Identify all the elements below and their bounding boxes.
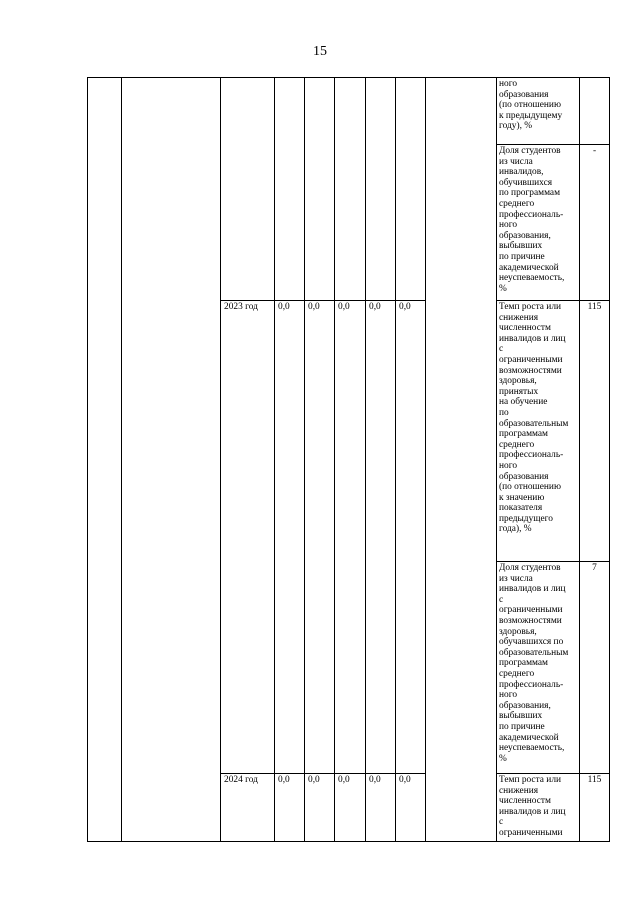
value-cell — [366, 78, 396, 301]
target-cell: 115 — [580, 301, 610, 562]
empty-cell-col9 — [426, 78, 497, 842]
indicator-cell: ного образования (по отношению к предыдущему году), % — [497, 78, 580, 145]
value-cell: 0,0 — [366, 301, 396, 774]
target-cell: 115 — [580, 774, 610, 842]
value-cell: 0,0 — [305, 774, 335, 842]
value-cell — [305, 78, 335, 301]
value-cell — [396, 78, 426, 301]
year-cell: 2024 год — [221, 774, 275, 842]
target-cell — [580, 78, 610, 145]
indicator-cell: Темп роста или снижения численностм инвалидов и лиц с ограниченными — [497, 774, 580, 842]
value-cell: 0,0 — [335, 774, 366, 842]
indicator-cell: Доля студентов из числа инвалидов и лиц с ограниченными возможностями здоровья, обучавшихся по образовательным программам среднего профессиональ- ного образования, выбывших по причине академической неуспеваемость, % — [497, 562, 580, 774]
year-cell: 2023 год — [221, 301, 275, 774]
value-cell: 0,0 — [335, 301, 366, 774]
value-cell: 0,0 — [366, 774, 396, 842]
value-cell — [275, 78, 305, 301]
value-cell: 0,0 — [396, 301, 426, 774]
empty-cell-col2 — [122, 78, 221, 842]
value-cell: 0,0 — [275, 774, 305, 842]
indicator-cell: Доля студентов из числа инвалидов, обучившихся по программам среднего профессиональ- ного образования, выбывших по причине академической неуспеваемость, % — [497, 145, 580, 301]
value-cell — [335, 78, 366, 301]
value-cell: 0,0 — [275, 301, 305, 774]
value-cell: 0,0 — [305, 301, 335, 774]
target-cell: 7 — [580, 562, 610, 774]
value-cell: 0,0 — [396, 774, 426, 842]
year-cell — [221, 78, 275, 301]
target-cell: - — [580, 145, 610, 301]
indicator-cell: Темп роста или снижения численностм инвалидов и лиц с ограниченными возможностями здоровья, принятых на обучение по образовательным программам среднего профессиональ- ного образования (по отношению к значению показателя предыдущего года), % — [497, 301, 580, 562]
document-table — [87, 77, 610, 842]
page-number: 15 — [313, 44, 327, 59]
empty-cell-col1 — [88, 78, 122, 842]
